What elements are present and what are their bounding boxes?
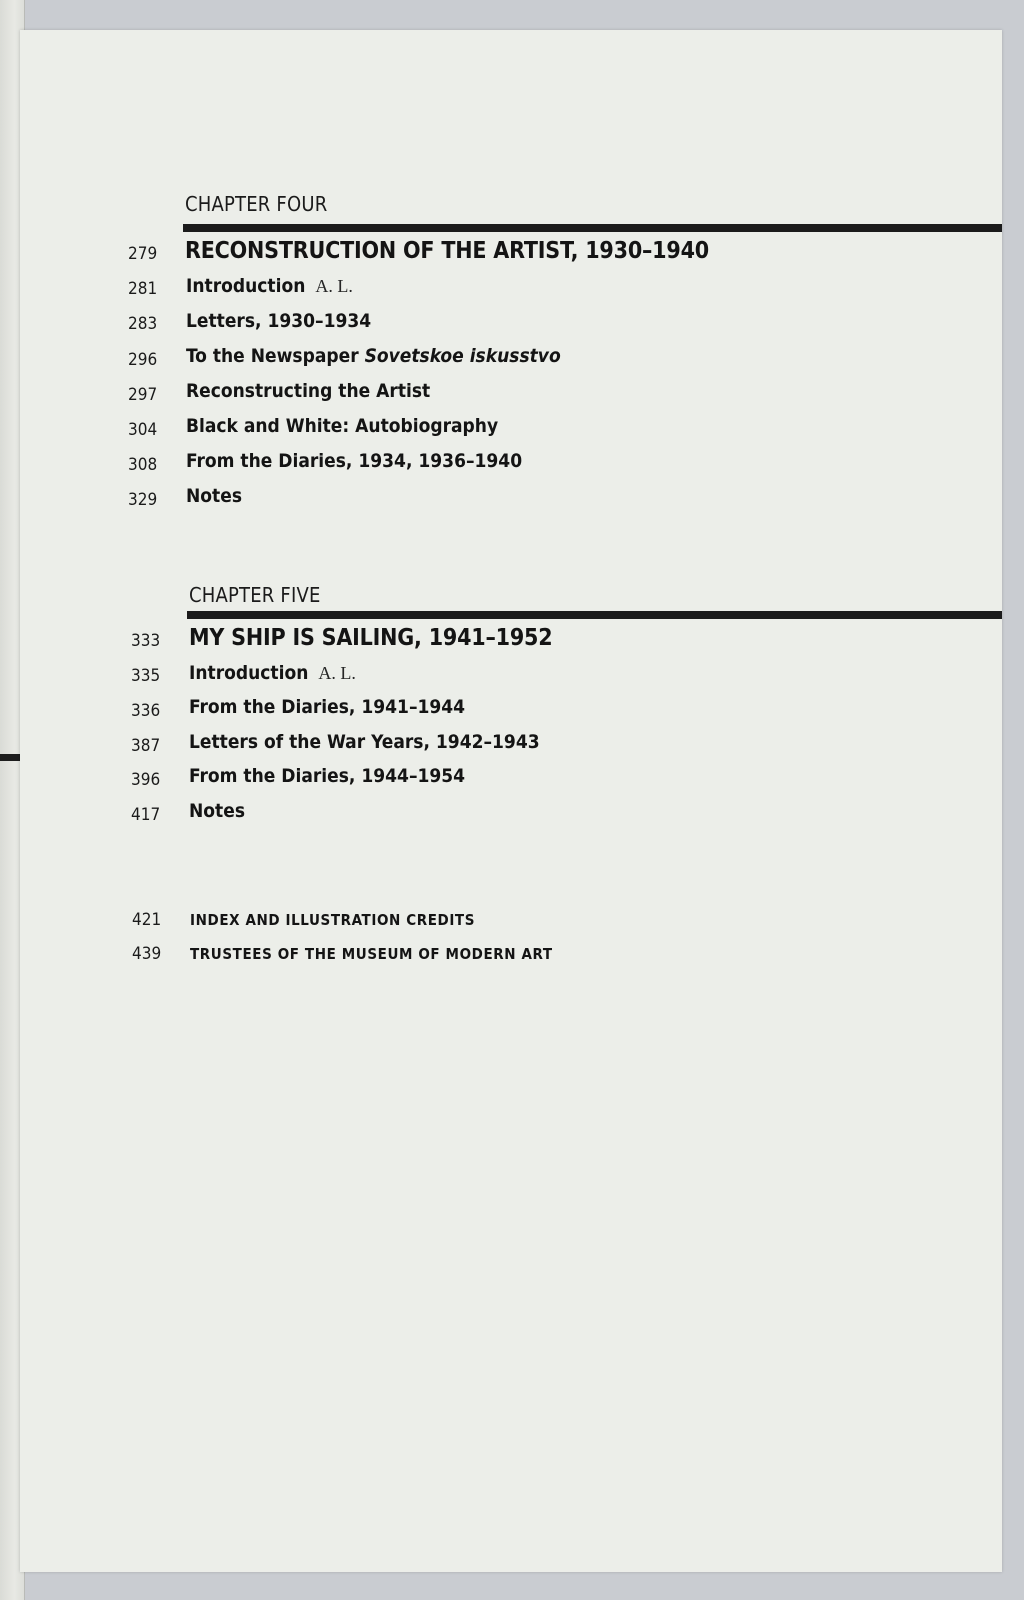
toc-page-number: 329	[128, 490, 158, 510]
toc-page-number: 304	[128, 420, 158, 440]
toc-page-number: 336	[131, 701, 161, 721]
toc-page-number: 417	[131, 805, 161, 825]
author-initials: A. L.	[315, 276, 353, 296]
chapter-four-rule	[183, 224, 1002, 232]
toc-page-number: 396	[131, 770, 161, 790]
toc-entry-title: Reconstructing the Artist	[186, 380, 431, 402]
toc-entry-title: Notes	[186, 485, 242, 507]
toc-page-number: 333	[131, 631, 161, 651]
toc-entry-title: From the Diaries, 1941–1944	[189, 696, 466, 718]
toc-entry-title	[186, 345, 561, 367]
toc-page-number: 279	[128, 244, 158, 264]
toc-page-number: 296	[128, 350, 158, 370]
table-of-contents-page	[20, 30, 1002, 1572]
toc-entry-title: Notes	[189, 800, 245, 822]
chapter-four-label: CHAPTER FOUR	[185, 192, 328, 216]
toc-page-number: 308	[128, 455, 158, 475]
toc-chapter-title: MY SHIP IS SAILING, 1941–1952	[189, 625, 553, 651]
toc-entry-title	[186, 275, 353, 297]
toc-back-matter-title: TRUSTEES OF THE MUSEUM OF MODERN ART	[190, 945, 553, 963]
toc-page-number: 335	[131, 666, 161, 686]
toc-back-matter-title: INDEX AND ILLUSTRATION CREDITS	[190, 911, 476, 929]
chapter-five-label: CHAPTER FIVE	[189, 583, 321, 607]
toc-page-number: 421	[132, 910, 162, 930]
toc-chapter-title: RECONSTRUCTION OF THE ARTIST, 1930–1940	[185, 238, 709, 264]
toc-page-number: 281	[128, 279, 158, 299]
table-of-contents	[20, 30, 1002, 1572]
entry-label: Introduction	[189, 662, 309, 684]
toc-page-number: 283	[128, 314, 158, 334]
entry-label: To the Newspaper	[186, 345, 365, 367]
chapter-five-rule	[187, 611, 1002, 619]
toc-entry-title: Black and White: Autobiography	[186, 415, 499, 437]
toc-entry-title: From the Diaries, 1944–1954	[189, 765, 466, 787]
toc-page-number: 387	[131, 736, 161, 756]
toc-entry-title: From the Diaries, 1934, 1936–1940	[186, 450, 523, 472]
toc-page-number: 439	[132, 944, 162, 964]
toc-entry-title: Letters, 1930–1934	[186, 310, 372, 332]
toc-entry-title: Letters of the War Years, 1942–1943	[189, 731, 540, 753]
entry-label: Introduction	[186, 275, 306, 297]
author-initials: A. L.	[318, 663, 356, 683]
toc-page-number: 297	[128, 385, 158, 405]
newspaper-name: Sovetskoe iskusstvo	[364, 345, 561, 367]
toc-entry-title	[189, 662, 356, 684]
